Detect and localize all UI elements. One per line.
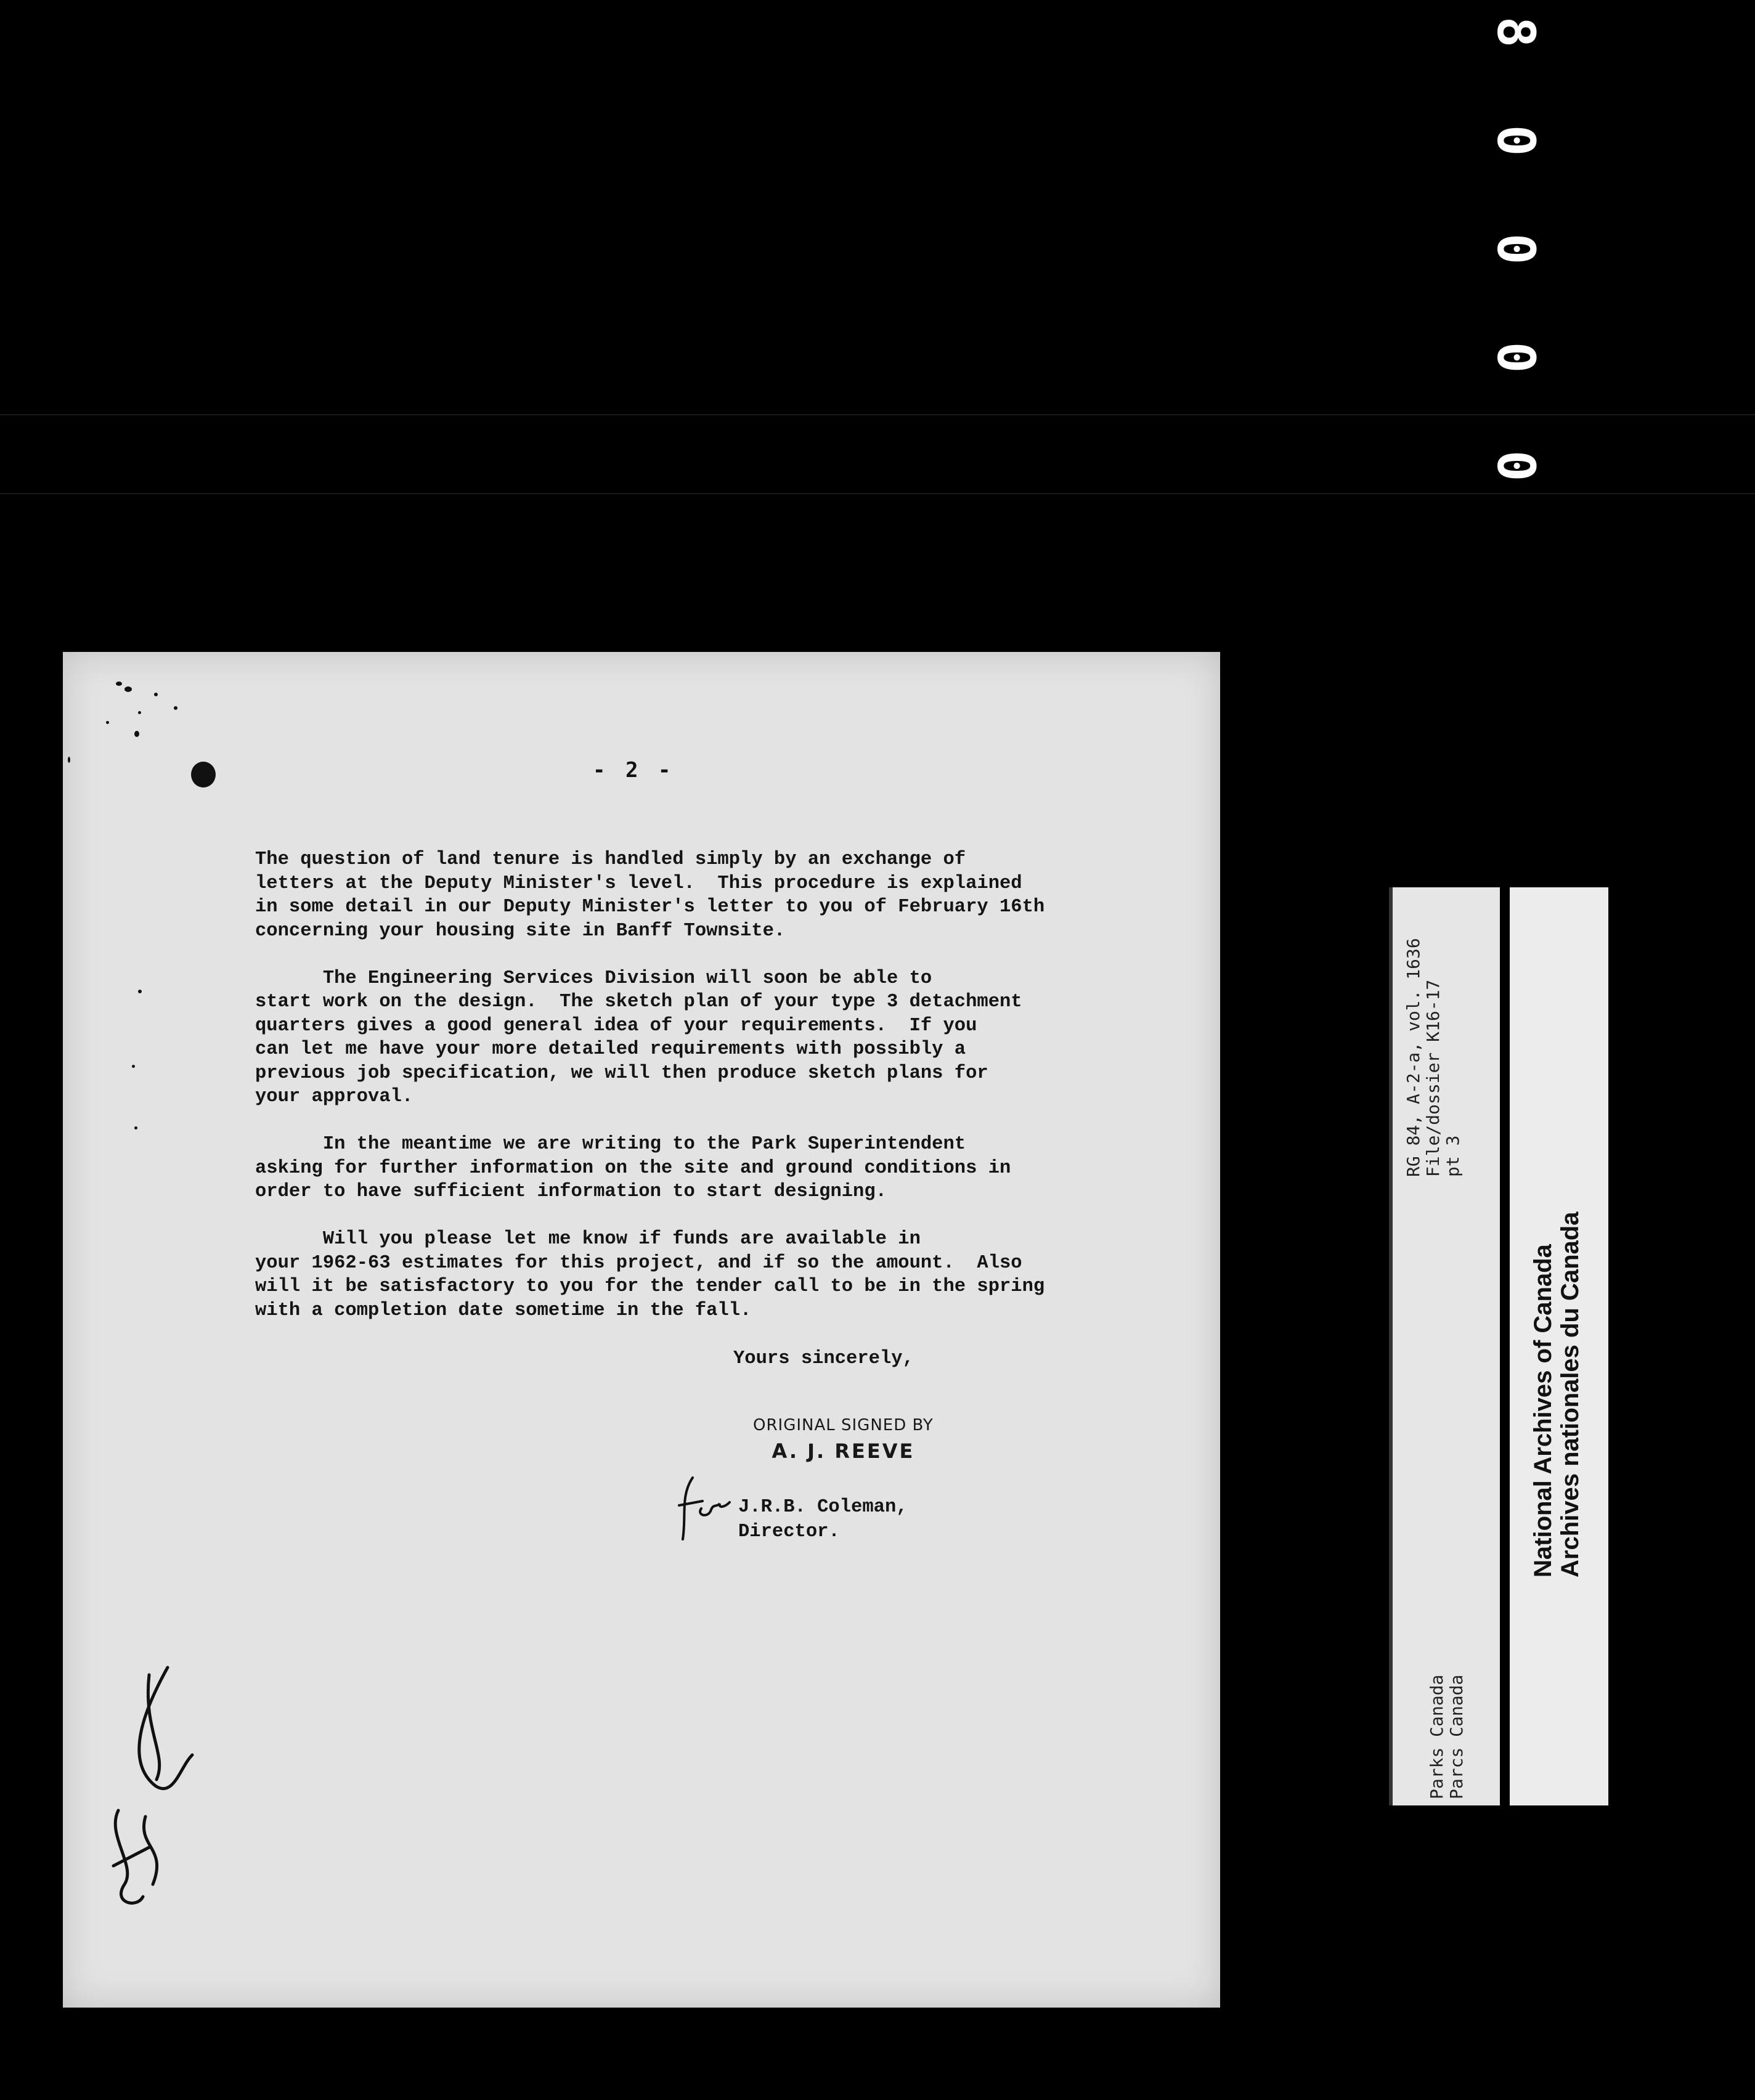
text-line: Will you please let me know if funds are available in — [255, 1229, 921, 1250]
frame-digit: 8 — [1486, 16, 1546, 48]
paragraph — [255, 1133, 1192, 1204]
text-line: quarters gives a good general idea of your requirements. If you — [255, 1015, 977, 1036]
archive-name-line: National Archives of Canada — [1529, 1244, 1557, 1577]
text-line: can let me have your more detailed requirements with possibly a — [255, 1039, 966, 1060]
handwritten-initials — [100, 1662, 211, 1973]
text-line: order to have sufficient information to start designing. — [255, 1181, 887, 1202]
archive-name — [1529, 1085, 1584, 1577]
signer-block — [738, 1495, 908, 1544]
frame-digit: 0 — [1486, 233, 1546, 265]
reference-line: File/dossier K16-17 — [1423, 979, 1443, 1177]
stamp-name: A. J. REEVE — [772, 1439, 915, 1463]
text-line: In the meantime we are writing to the Park Superintendent — [255, 1134, 966, 1155]
archive-reference-label — [1389, 887, 1500, 1805]
page-number: - 2 - — [593, 758, 675, 783]
signer-name: J.R.B. Coleman, — [738, 1497, 908, 1518]
agency-lines — [1427, 1614, 1467, 1799]
reference-line: RG 84, A-2-a, vol. 1636 — [1403, 938, 1423, 1177]
stamp-line: ORIGINAL SIGNED BY — [753, 1416, 934, 1435]
reference-line: pt 3 — [1443, 1135, 1463, 1177]
agency-line: Parks Canada — [1427, 1674, 1447, 1799]
frame-digit: 0 — [1486, 341, 1546, 373]
signer-title: Director. — [738, 1521, 840, 1542]
tab-text-rotated — [1510, 887, 1608, 1805]
text-line: will it be satisfactory to you for the tender call to be in the spring — [255, 1276, 1045, 1297]
text-line: concerning your housing site in Banff Townsite. — [255, 920, 786, 942]
text-line: letters at the Deputy Minister's level. This procedure is explained — [255, 873, 1022, 894]
text-line: The question of land tenure is handled simply by an exchange of — [255, 849, 966, 870]
text-line: asking for further information on the site and ground conditions in — [255, 1157, 1011, 1179]
agency-line: Parcs Canada — [1446, 1674, 1467, 1799]
text-line: in some detail in our Deputy Minister's letter to you of February 16th — [255, 897, 1045, 918]
text-line: your approval. — [255, 1086, 413, 1107]
paragraph — [255, 848, 1192, 943]
paragraph — [255, 967, 1192, 1109]
text-line: previous job specification, we will then produce sketch plans for — [255, 1062, 988, 1084]
text-line: The Engineering Services Division will soon be able to — [255, 967, 932, 989]
paragraph — [255, 1227, 1192, 1322]
frame-digit: 0 — [1486, 124, 1546, 157]
text-line: start work on the design. The sketch plan of your type 3 detachment — [255, 991, 1022, 1012]
archive-name-tab — [1510, 887, 1608, 1805]
frame-counter — [1486, 12, 1554, 555]
closing: Yours sincerely, — [733, 1348, 914, 1369]
letter-body — [255, 848, 1192, 1346]
archive-name-line: Archives nationales du Canada — [1557, 1211, 1584, 1577]
text-line: with a completion date sometime in the fall. — [255, 1300, 752, 1321]
reference-lines — [1404, 893, 1463, 1177]
signed-stamp — [753, 1416, 934, 1463]
frame-digit: 0 — [1486, 450, 1546, 482]
letter-page — [63, 652, 1220, 2008]
label-text-rotated — [1389, 887, 1500, 1805]
text-line: your 1962-63 estimates for this project, and if so the amount. Also — [255, 1252, 1022, 1274]
handwritten-for-signature — [674, 1471, 736, 1548]
